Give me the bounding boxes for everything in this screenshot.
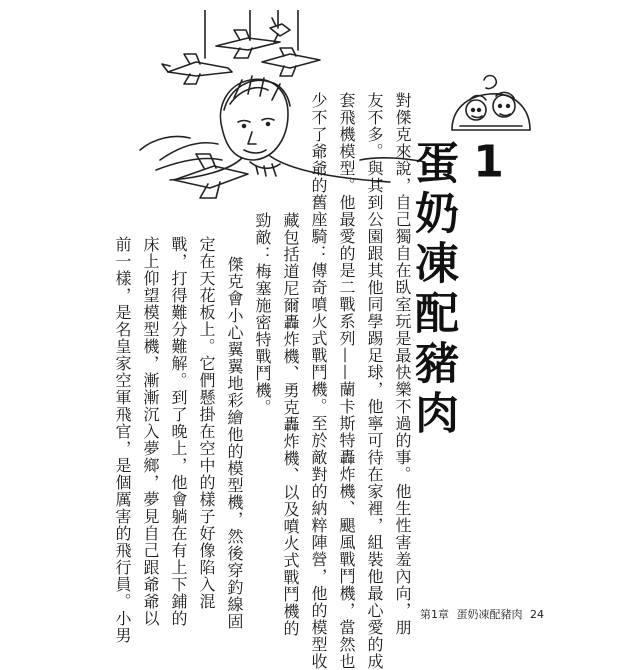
chapter-heading-illustration: [446, 70, 536, 140]
text-column-9: 戰，打得難分難解。到了晚上，他會躺在有上下鋪的: [169, 236, 188, 627]
text-column-3: 套飛機模型。他最愛的是二戰系列——蘭卡斯特轟炸機、颶風戰鬥機，當然也: [337, 92, 356, 670]
text-column-10: 床上仰望模型機，漸漸沉入夢鄉，夢見自己跟爺爺以: [141, 236, 160, 627]
chapter-title: 蛋奶凍配豬肉: [407, 140, 458, 440]
text-column-5: 藏包括道尼爾轟炸機、勇克轟炸機、以及噴火式戰鬥機的: [281, 212, 300, 637]
footer-chapter-label: 第1章: [420, 608, 449, 621]
text-column-4: 少不了爺爺的舊座騎：傳奇噴火式戰鬥機。至於敵對的納粹陣營，他的模型收: [309, 92, 328, 670]
page-number: 24: [530, 608, 544, 621]
chapter-heading: [407, 140, 516, 440]
text-column-11: 前一樣，是名皇家空軍飛官，是個厲害的飛行員。小男: [113, 236, 132, 644]
page-footer: [420, 606, 548, 622]
chapter-number: 1: [473, 140, 504, 184]
text-column-2: 友不多。與其到公園跟其他同學踢足球，他寧可待在家裡，組裝他最心愛的成: [365, 92, 384, 670]
text-column-6: 勁敵：梅塞施密特戰鬥機。: [253, 212, 272, 416]
text-column-1: 對傑克來說，自己獨自在臥室玩是最快樂不過的事。他生性害羞內向，朋: [393, 92, 412, 636]
boy-with-model-planes-illustration: [130, 10, 430, 200]
text-column-7: 傑克會小心翼翼地彩繪他的模型機，然後穿釣線固: [225, 256, 244, 630]
footer-chapter-title: 蛋奶凍配豬肉: [456, 608, 523, 621]
text-column-8: 定在天花板上。它們懸掛在空中的樣子好像陷入混: [197, 236, 216, 610]
